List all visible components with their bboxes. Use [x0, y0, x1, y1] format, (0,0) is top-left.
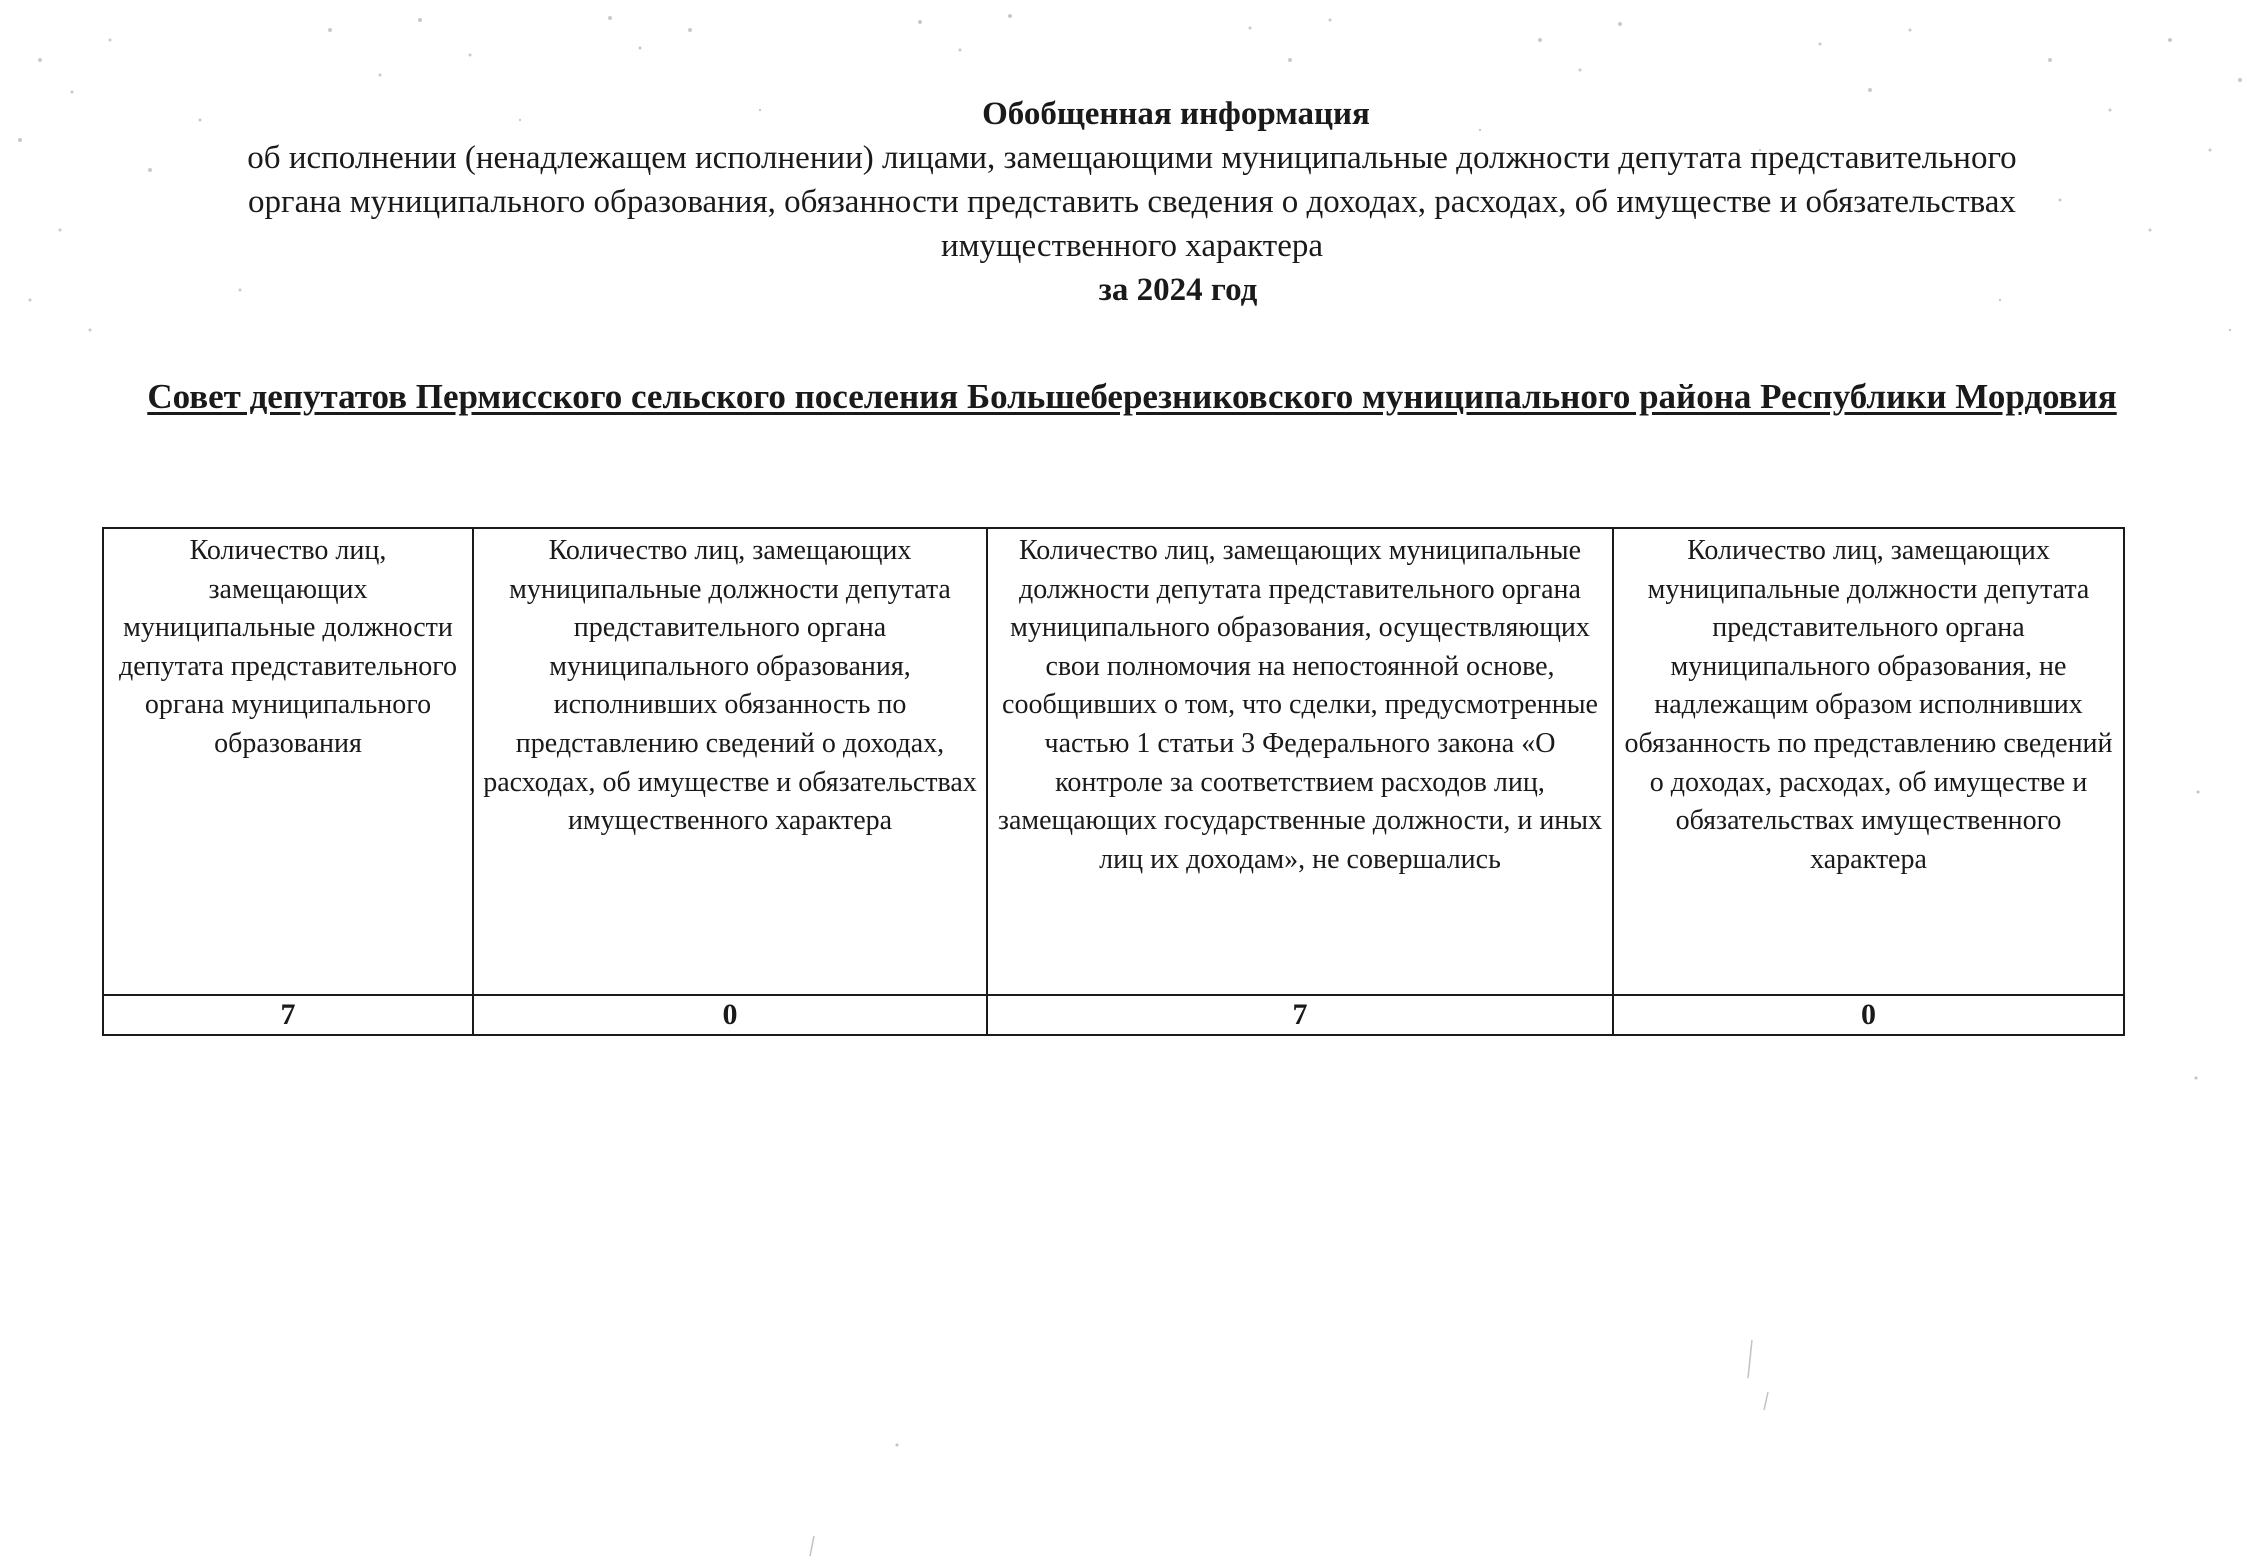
value-total-deputies: 7: [103, 995, 473, 1035]
column-header-not-submitted: Количество лиц, замещающих муниципальные должности депутата представительного органа муниципального образования, не надлежащим образом исполнивших обязанность по представлению сведений о доходах, расходах, об имуществе и обязательствах имущественного характера: [1613, 528, 2124, 995]
organization-name: Совет депутатов Пермисского сельского поселения Большеберезниковского муниципального района Республики Мордовия: [147, 377, 2117, 416]
table-header-row: [103, 528, 2124, 995]
column-header-no-transactions: Количество лиц, замещающих муниципальные должности депутата представительного органа муниципального образования, осуществляющих свои полномочия на непостоянной основе, сообщивших о том, что сделки, предусмотренные частью 1 статьи 3 Федерального закона «О контроле за соответствием расходов лиц, замещающих государственные должности, и иных лиц их доходам», не совершались: [987, 528, 1613, 995]
column-header-total-deputies: Количество лиц, замещающих муниципальные должности депутата представительного органа муниципального образования: [103, 528, 473, 995]
value-not-submitted: 0: [1613, 995, 2124, 1035]
document-header: [0, 92, 2264, 312]
document-year: за 2024 год: [1098, 272, 1258, 308]
report-table: [102, 527, 2125, 1036]
table-row: [103, 995, 2124, 1035]
document-title: Обобщенная информация: [982, 96, 1370, 132]
value-no-transactions: 7: [987, 995, 1613, 1035]
column-header-submitted: Количество лиц, замещающих муниципальные должности депутата представительного органа муниципального образования, исполнивших обязанность по представлению сведений о доходах, расходах, об имуществе и обязательствах имущественного характера: [473, 528, 987, 995]
document-subtitle: об исполнении (ненадлежащем исполнении) лицами, замещающими муниципальные должности депутата представительного органа муниципального образования, обязанности представить сведения о доходах, расходах, об имуществе и обязательствах имущественного характера: [247, 140, 2017, 264]
value-submitted: 0: [473, 995, 987, 1035]
